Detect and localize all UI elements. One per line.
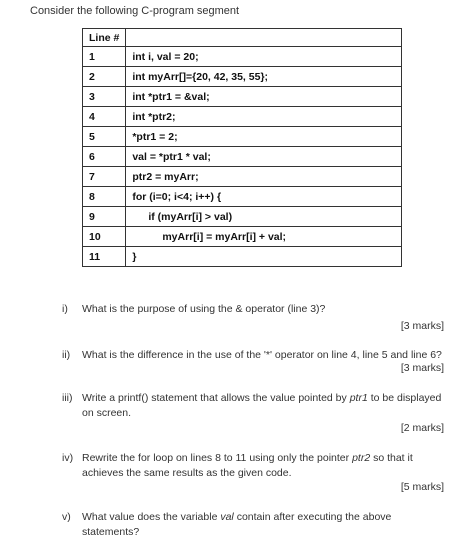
question-1 [62,302,444,317]
line-number: 6 [83,147,126,167]
table-row [83,67,402,87]
table-row [83,147,402,167]
question-2 [62,348,444,363]
code-cell: int *ptr2; [126,107,402,127]
question-3 [62,391,444,421]
question-4 [62,451,444,481]
question-4-marks: [5 marks] [400,481,444,493]
line-number: 8 [83,187,126,207]
line-number: 9 [83,207,126,227]
line-number: 5 [83,127,126,147]
table-row [83,227,402,247]
code-cell: int myArr[]={20, 42, 35, 55}; [126,67,402,87]
table-header-row [83,29,402,47]
table-row [83,47,402,67]
table-row [83,207,402,227]
question-text: Rewrite the for loop on lines 8 to 11 using only the pointer ptr2 so that it achieves the same results as the given code. [82,452,413,479]
table-row [83,87,402,107]
code-cell: int i, val = 20; [126,47,402,67]
code-cell: val = *ptr1 * val; [126,147,402,167]
question-3-marks: [2 marks] [400,422,444,434]
question-number: iv) [62,452,74,464]
line-number: 1 [83,47,126,67]
code-cell: ptr2 = myArr; [126,167,402,187]
header-line-number: Line # [83,29,126,47]
table-row [83,127,402,147]
code-cell: *ptr1 = 2; [126,127,402,147]
question-text: What value does the variable val contain after executing the above statements? [82,511,392,538]
question-number: i) [62,303,68,315]
table-row [83,187,402,207]
table-row [83,167,402,187]
variable-name: val [220,511,234,523]
question-text: Write a printf() statement that allows the value pointed by ptr1 to be displayed on screen. [82,392,442,419]
code-cell: if (myArr[i] > val) [126,207,402,227]
question-2-marks: [3 marks] [400,362,444,374]
header-code [126,29,402,47]
pointer-name: ptr2 [352,452,371,464]
line-number: 7 [83,167,126,187]
question-5 [62,510,444,540]
code-table [82,28,402,267]
question-text: What is the purpose of using the & operator (line 3)? [82,303,326,315]
code-cell: myArr[i] = myArr[i] + val; [126,227,402,247]
table-row [83,107,402,127]
line-number: 3 [83,87,126,107]
line-number: 2 [83,67,126,87]
question-number: v) [62,511,71,523]
table-row [83,247,402,267]
pointer-name: ptr1 [349,392,368,404]
line-number: 11 [83,247,126,267]
line-number: 4 [83,107,126,127]
line-number: 10 [83,227,126,247]
intro-text: Consider the following C-program segment [30,5,240,17]
question-number: ii) [62,349,71,361]
question-number: iii) [62,392,73,404]
code-cell: } [126,247,402,267]
code-cell: for (i=0; i<4; i++) { [126,187,402,207]
code-cell: int *ptr1 = &val; [126,87,402,107]
question-1-marks: [3 marks] [400,320,444,332]
question-text: What is the difference in the use of the '*' operator on line 4, line 5 and line 6? [82,349,442,361]
